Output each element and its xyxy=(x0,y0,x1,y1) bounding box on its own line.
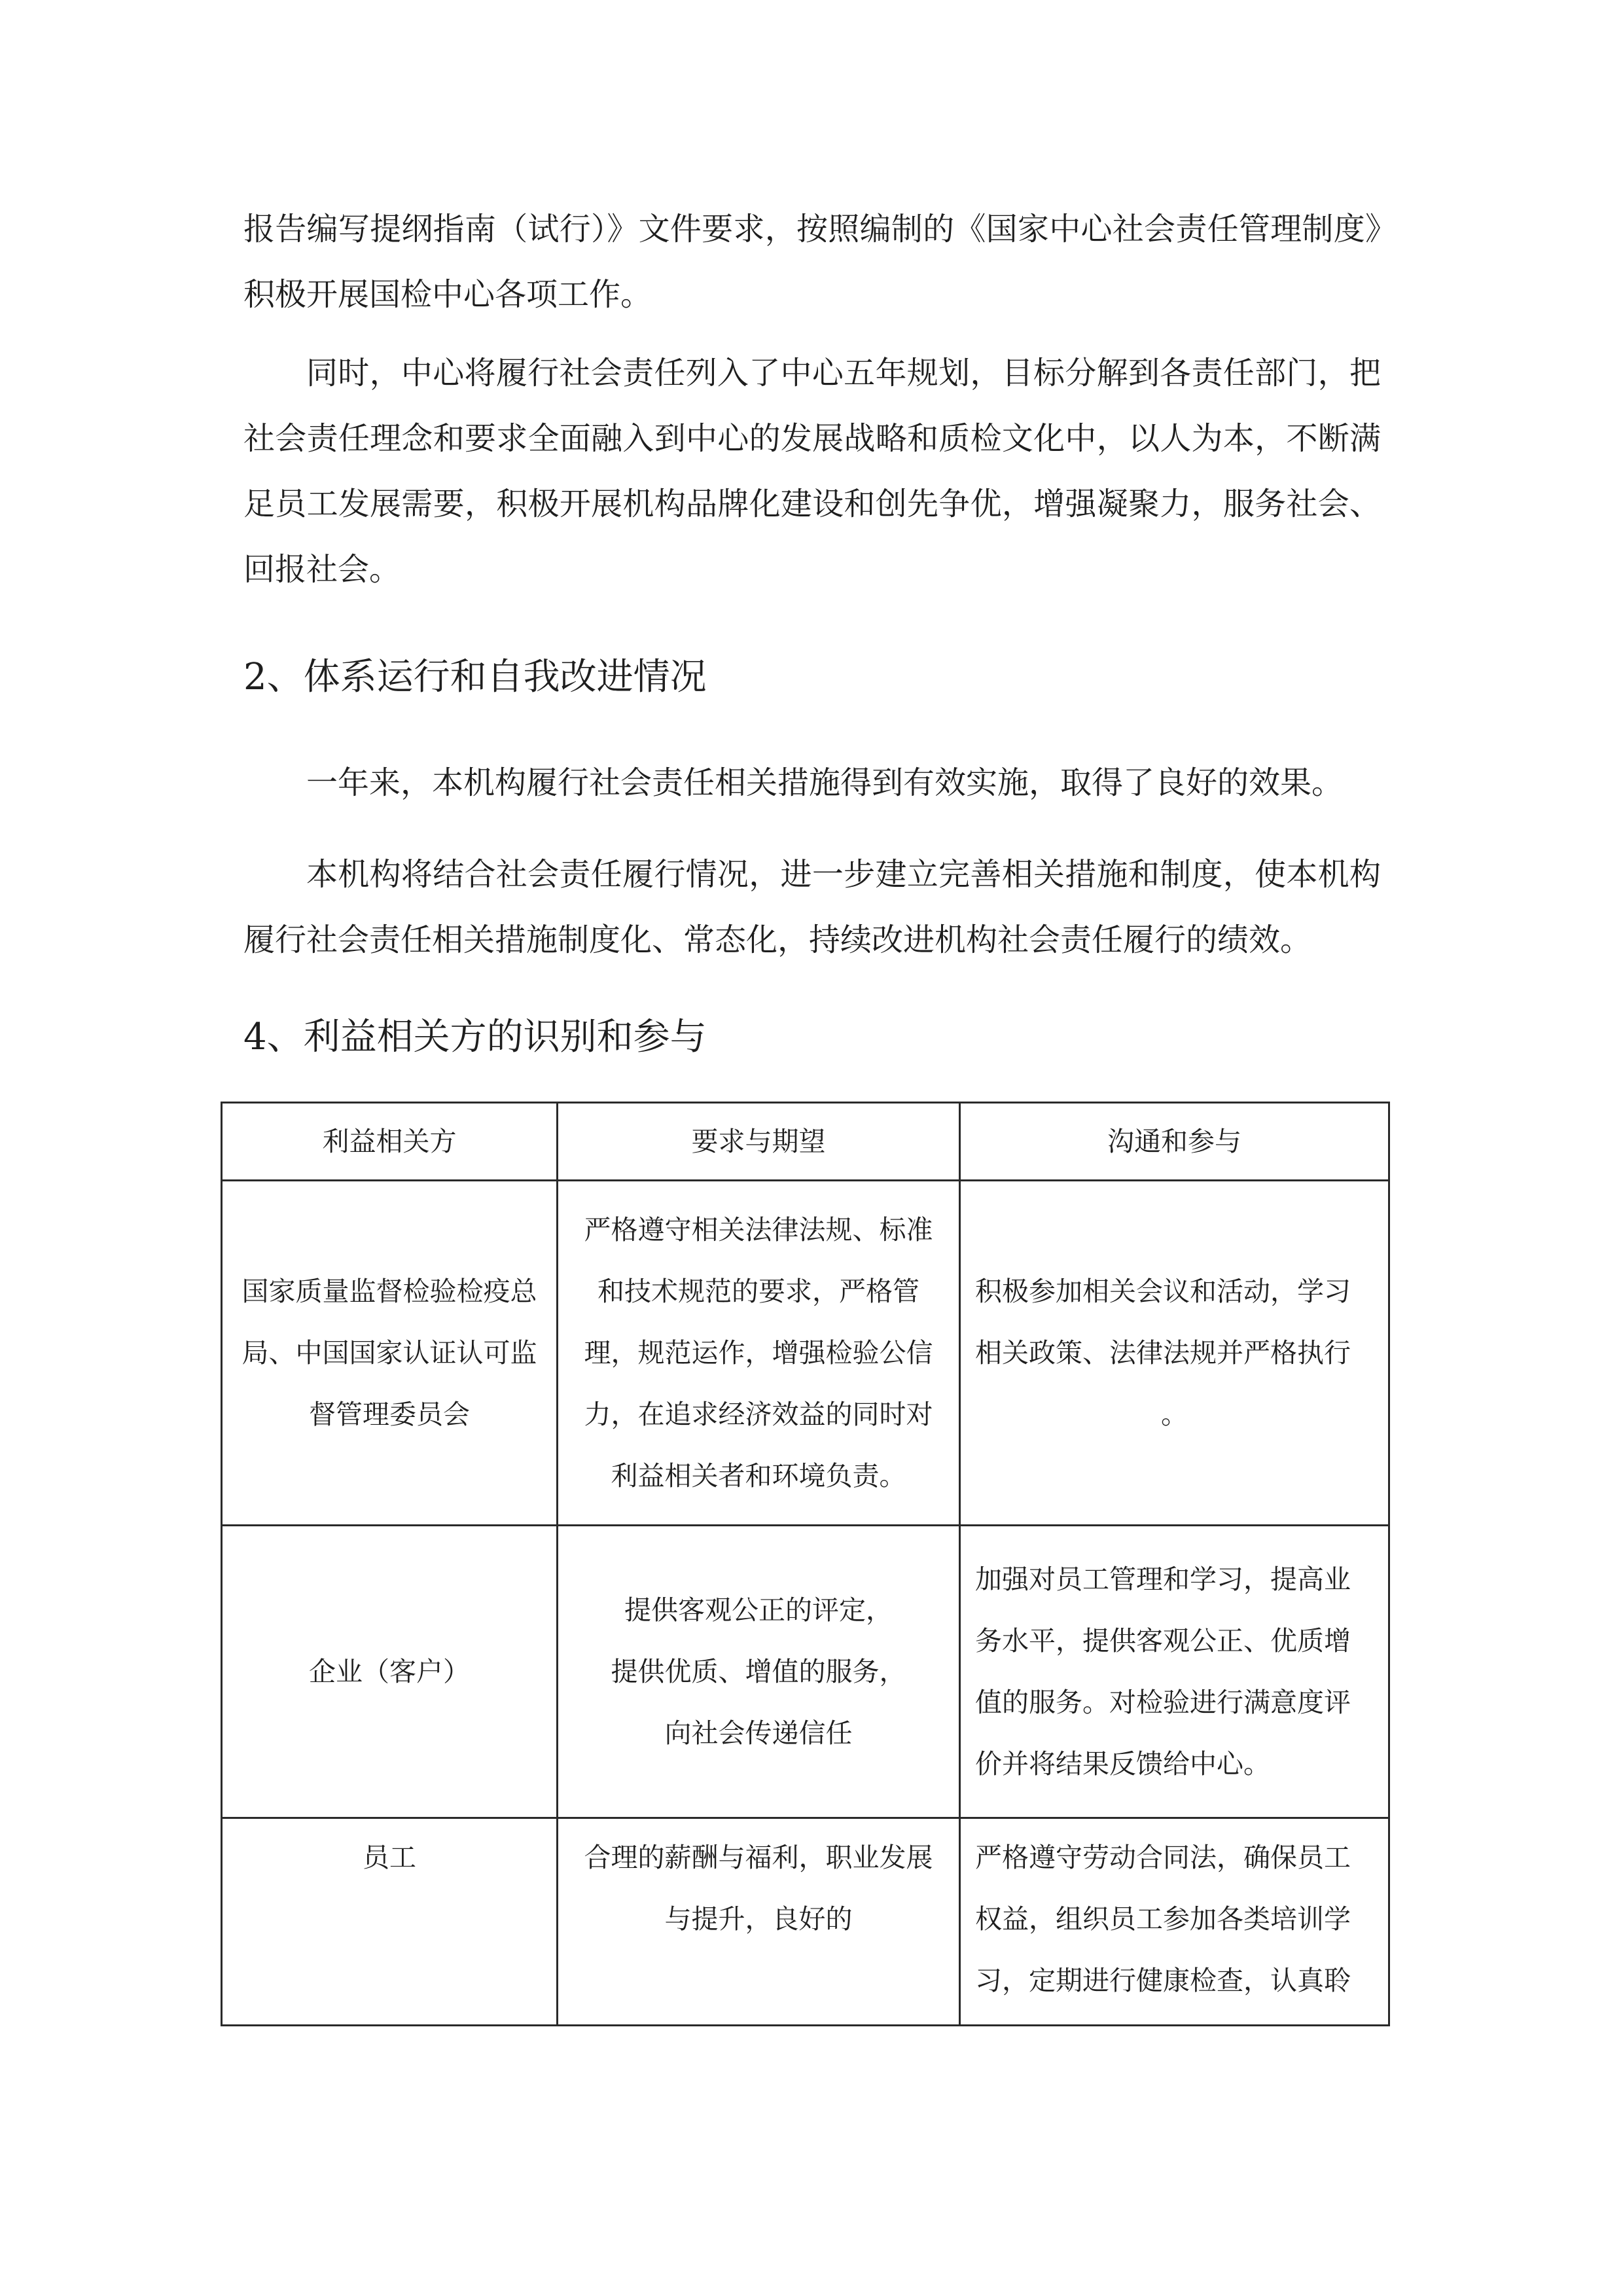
intro-paragraph-2: 同时，中心将履行社会责任列入了中心五年规划，目标分解到各责任部门，把社会责任理念和要求全面融入到中心的发展战略和质检文化中，以人为本，不断满足员工发展需要，积极开展机构品牌化建设和创先争优，增强凝聚力，服务社会、回报社会。 xyxy=(243,355,1381,588)
table-header-cell: 沟通和参与 xyxy=(960,1103,1389,1181)
expectation-line: 提供客观公正的评定， xyxy=(624,1594,893,1626)
section-2-heading: 2、体系运行和自我改进情况 xyxy=(243,656,707,698)
table-header-cell: 利益相关方 xyxy=(222,1103,558,1181)
communication-text: 积极参加相关会议和活动，学习相关政策、法律法规并严格执行 xyxy=(975,1276,1351,1369)
communication-cell: 严格遵守劳动合同法，确保员工权益，组织员工参加各类培训学习，定期进行健康检查，认真聆 xyxy=(960,1818,1389,2026)
expectation-cell: 严格遵守相关法律法规、标准和技术规范的要求，严格管理，规范运作，增强检验公信力，在追求经济效益的同时对利益相关者和环境负责。 xyxy=(558,1181,960,1526)
expectation-line: 提供优质、增值的服务， xyxy=(611,1656,906,1687)
table-header-row xyxy=(222,1103,1389,1181)
stakeholder-cell: 企业（客户） xyxy=(222,1526,558,1818)
stakeholder-cell: 员工 xyxy=(222,1818,558,2026)
table-row xyxy=(222,1526,1389,1818)
intro-paragraph-1: 报告编写提纲指南（试行）》文件要求，按照编制的《国家中心社会责任管理制度》积极开展国检中心各项工作。 xyxy=(243,211,1381,313)
section-2-paragraph-2: 本机构将结合社会责任履行情况，进一步建立完善相关措施和制度，使本机构履行社会责任相关措施制度化、常态化，持续改进机构社会责任履行的绩效。 xyxy=(243,856,1381,958)
expectation-cell: 合理的薪酬与福利，职业发展与提升，良好的 xyxy=(558,1818,960,2026)
communication-cell: 加强对员工管理和学习，提高业务水平，提供客观公正、优质增值的服务。对检验进行满意度评价并将结果反馈给中心。 xyxy=(960,1526,1389,1818)
stakeholder-cell: 国家质量监督检验检疫总局、中国国家认证认可监督管理委员会 xyxy=(222,1181,558,1526)
expectation-line: 向社会传递信任 xyxy=(664,1717,853,1749)
section-2-paragraph-1: 一年来，本机构履行社会责任相关措施得到有效实施，取得了良好的效果。 xyxy=(306,764,1344,801)
table-row xyxy=(222,1181,1389,1526)
table-header-cell: 要求与期望 xyxy=(558,1103,960,1181)
expectation-cell xyxy=(558,1526,960,1818)
table-row xyxy=(222,1818,1389,2026)
stakeholder-table xyxy=(221,1102,1390,2026)
communication-cell xyxy=(960,1181,1389,1526)
section-4-heading: 4、利益相关方的识别和参与 xyxy=(243,1016,707,1058)
communication-tail: 。 xyxy=(1161,1399,1188,1430)
